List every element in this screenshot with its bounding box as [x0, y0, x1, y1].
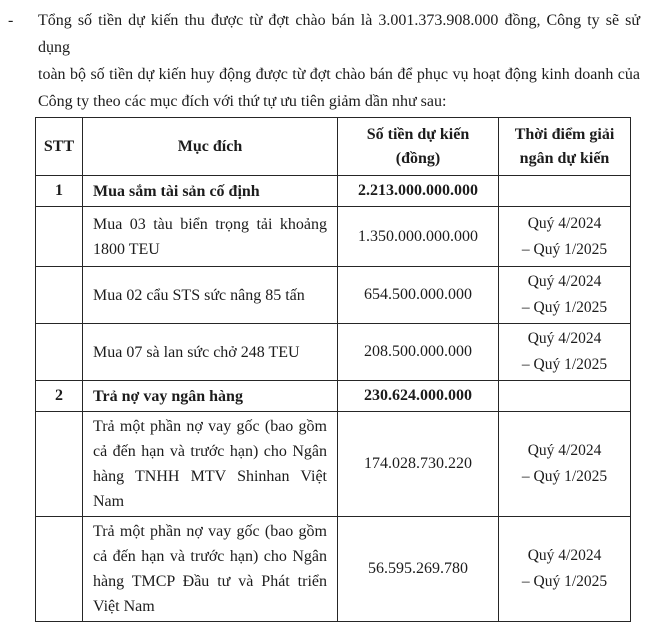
- cell-amount: 654.500.000.000: [338, 267, 499, 324]
- cell-purpose: Mua sắm tài sản cố định: [83, 176, 338, 207]
- cell-time-line-1: Quý 4/2024: [527, 273, 602, 290]
- cell-amount: 2.213.000.000.000: [338, 176, 499, 207]
- table-row-group-2: [36, 381, 631, 412]
- header-time-line-1: Thời điểm giải: [514, 125, 615, 143]
- cell-amount: 230.624.000.000: [338, 381, 499, 412]
- cell-purpose: Trả một phần nợ vay gốc (bao gồm cả đến hạn và trước hạn) cho Ngân hàng TNHH MTV Shinhan Việt Nam: [83, 412, 338, 517]
- cell-stt: [36, 324, 83, 381]
- cell-amount: 174.028.730.220: [338, 412, 499, 517]
- cell-time-line-2: – Quý 1/2025: [521, 468, 608, 485]
- cell-time: [499, 207, 631, 267]
- list-dash: -: [8, 12, 14, 29]
- cell-time: [499, 324, 631, 381]
- cell-time: [499, 412, 631, 517]
- table-row: [36, 412, 631, 517]
- cell-purpose: Trả nợ vay ngân hàng: [83, 381, 338, 412]
- fund-allocation-table: [35, 117, 631, 622]
- cell-purpose: Trả một phần nợ vay gốc (bao gồm cả đến hạn và trước hạn) cho Ngân hàng TMCP Đầu tư và Phát triển Việt Nam: [83, 517, 338, 622]
- header-stt: STT: [36, 118, 83, 176]
- header-amount: [338, 118, 499, 176]
- header-time: [499, 118, 631, 176]
- table-row-group-1: [36, 176, 631, 207]
- header-amount-line-1: Số tiền dự kiến: [366, 125, 470, 143]
- cell-purpose: Mua 07 sà lan sức chở 248 TEU: [83, 324, 338, 381]
- table-row: [36, 517, 631, 622]
- header-purpose: Mục đích: [83, 118, 338, 176]
- cell-time-line-1: Quý 4/2024: [527, 442, 602, 459]
- cell-purpose: Mua 03 tàu biển trọng tải khoảng 1800 TEU: [83, 207, 338, 267]
- cell-time: [499, 176, 631, 207]
- cell-stt: [36, 207, 83, 267]
- cell-stt: 1: [36, 176, 83, 207]
- cell-time: [499, 381, 631, 412]
- cell-time: [499, 267, 631, 324]
- table-row: [36, 267, 631, 324]
- header-time-line-2: ngân dự kiến: [519, 149, 610, 167]
- intro-paragraph: [0, 0, 650, 115]
- cell-stt: [36, 517, 83, 622]
- intro-line-3: Công ty theo các mục đích với thứ tự ưu tiên giảm dần như sau:: [38, 93, 447, 110]
- cell-stt: 2: [36, 381, 83, 412]
- table-row: [36, 207, 631, 267]
- cell-time-line-1: Quý 4/2024: [527, 214, 602, 232]
- header-amount-line-2: (đồng): [395, 149, 441, 167]
- intro-line-2: toàn bộ số tiền dự kiến huy động được từ đợt chào bán để phục vụ hoạt động kinh doanh của: [38, 66, 640, 83]
- cell-time-line-2: – Quý 1/2025: [521, 573, 608, 590]
- intro-line-1: Tổng số tiền dự kiến thu được từ đợt chào bán là 3.001.373.908.000 đồng, Công ty sẽ sử dụng: [38, 12, 640, 56]
- cell-time-line-2: – Quý 1/2025: [521, 356, 608, 373]
- table-header-row: [36, 118, 631, 176]
- cell-time-line-2: – Quý 1/2025: [521, 240, 608, 258]
- cell-time-line-1: Quý 4/2024: [527, 547, 602, 564]
- cell-amount: 56.595.269.780: [338, 517, 499, 622]
- cell-purpose: Mua 02 cẩu STS sức nâng 85 tấn: [83, 267, 338, 324]
- table-row: [36, 324, 631, 381]
- cell-amount: 1.350.000.000.000: [338, 207, 499, 267]
- cell-stt: [36, 412, 83, 517]
- cell-time-line-1: Quý 4/2024: [527, 330, 602, 347]
- cell-time-line-2: – Quý 1/2025: [521, 299, 608, 316]
- cell-time: [499, 517, 631, 622]
- cell-stt: [36, 267, 83, 324]
- intro-text: [38, 7, 640, 115]
- cell-amount: 208.500.000.000: [338, 324, 499, 381]
